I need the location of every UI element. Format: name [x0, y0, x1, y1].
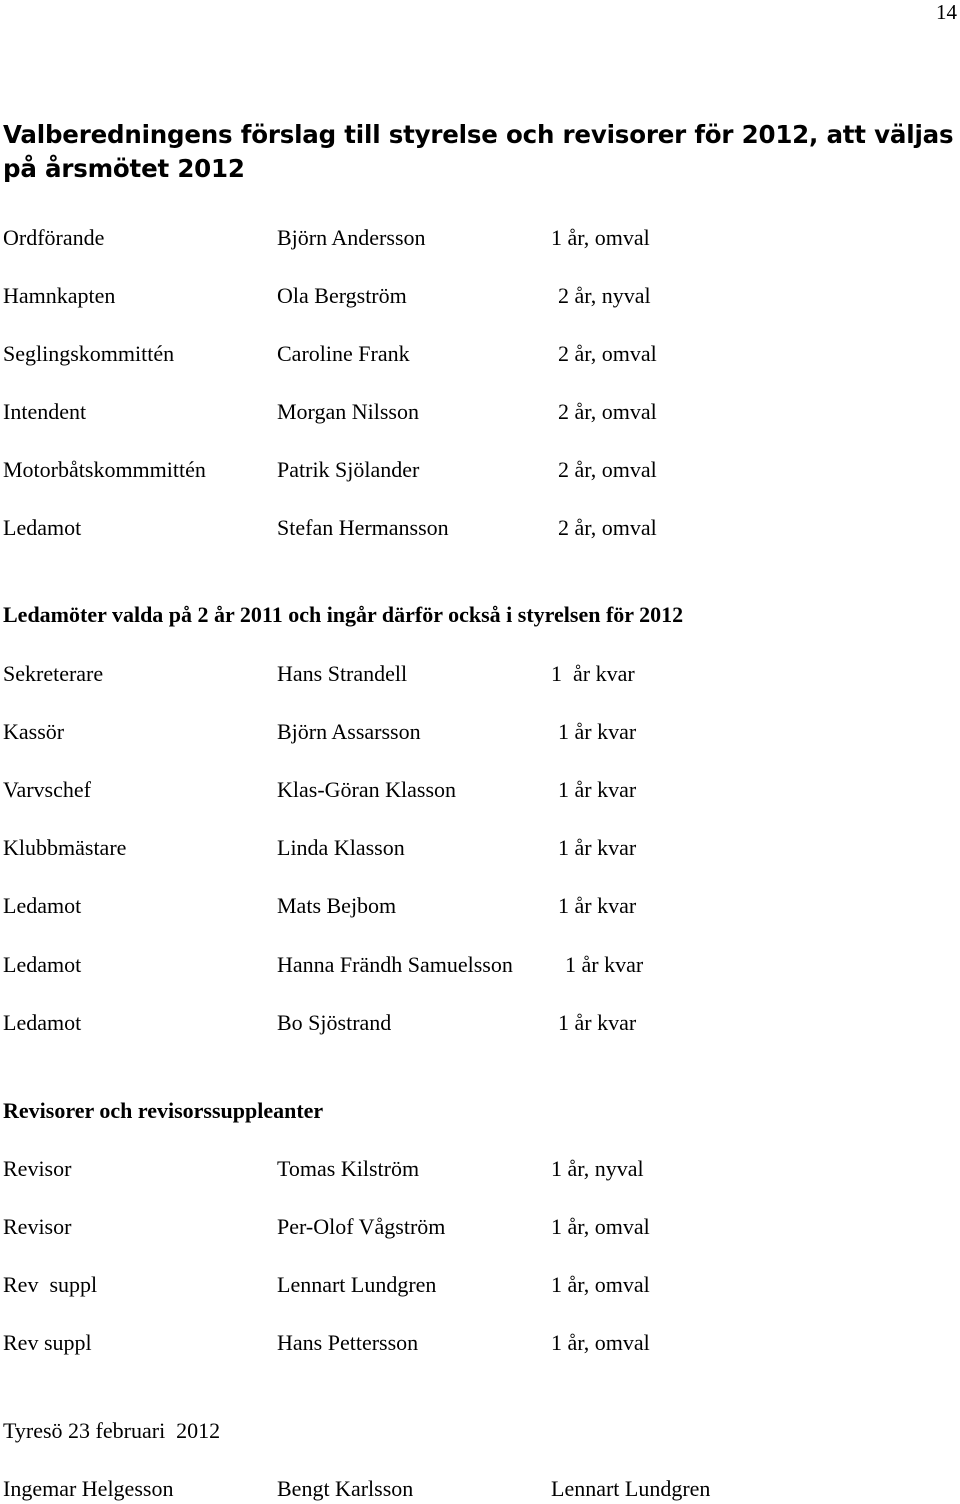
continuing-role: Kassör [3, 719, 65, 744]
continuing-role: Sekreterare [3, 661, 104, 686]
continuing-name: Björn Assarsson [277, 719, 421, 744]
board-name: Björn Andersson [277, 225, 426, 250]
signature-name: Lennart Lundgren [551, 1476, 711, 1501]
continuing-name: Hanna Frändh Samuelsson [277, 952, 513, 977]
board-term: 2 år, omval [558, 399, 657, 424]
continuing-row [0, 835, 960, 863]
auditor-name: Hans Pettersson [277, 1330, 419, 1355]
continuing-term: 1 år kvar [565, 952, 644, 977]
continuing-name: Klas-Göran Klasson [277, 777, 457, 802]
auditor-role: Rev suppl [3, 1272, 98, 1297]
continuing-term: 1 år kvar [558, 719, 637, 744]
document-heading: Valberedningens förslag till styrelse och revisorer för 2012, att väljas på årsmötet 2012 [3, 120, 954, 183]
place-date: Tyresö 23 februari 2012 [3, 1418, 221, 1443]
continuing-role: Ledamot [3, 893, 82, 918]
continuing-row [0, 1010, 960, 1038]
board-row [0, 399, 960, 427]
continuing-term: 1 år kvar [551, 661, 635, 686]
auditor-name: Per-Olof Vågström [277, 1214, 446, 1239]
signatures-row [0, 1476, 960, 1504]
board-role: Motorbåtskommmittén [3, 457, 206, 482]
board-term: 1 år, omval [551, 225, 650, 250]
auditors-section-title: Revisorer och revisorssuppleanter [3, 1098, 324, 1123]
auditor-row [0, 1330, 960, 1358]
continuing-role: Ledamot [3, 952, 82, 977]
place-date-row [0, 1418, 960, 1446]
board-term: 2 år, nyval [558, 283, 651, 308]
board-term: 2 år, omval [558, 515, 657, 540]
board-name: Ola Bergström [277, 283, 407, 308]
auditor-term: 1 år, nyval [551, 1156, 644, 1181]
auditor-term: 1 år, omval [551, 1272, 650, 1297]
page-number: 14 [936, 0, 957, 24]
continuing-name: Linda Klasson [277, 835, 405, 860]
continuing-name: Mats Bejbom [277, 893, 397, 918]
auditor-role: Rev suppl [3, 1330, 92, 1355]
continuing-row [0, 777, 960, 805]
board-role: Ledamot [3, 515, 82, 540]
auditor-row [0, 1272, 960, 1300]
board-row [0, 457, 960, 485]
board-row [0, 515, 960, 543]
auditor-role: Revisor [3, 1156, 72, 1181]
continuing-row [0, 661, 960, 689]
board-role: Seglingskommittén [3, 341, 175, 366]
continuing-row [0, 719, 960, 747]
board-role: Intendent [3, 399, 87, 424]
board-term: 2 år, omval [558, 457, 657, 482]
auditor-name: Lennart Lundgren [277, 1272, 437, 1297]
continuing-role: Varvschef [3, 777, 91, 802]
auditor-row [0, 1156, 960, 1184]
continuing-term: 1 år kvar [558, 835, 637, 860]
auditor-role: Revisor [3, 1214, 72, 1239]
continuing-name: Hans Strandell [277, 661, 408, 686]
board-row [0, 341, 960, 369]
board-name: Patrik Sjölander [277, 457, 420, 482]
continuing-role: Ledamot [3, 1010, 82, 1035]
continuing-term: 1 år kvar [558, 777, 637, 802]
board-row [0, 225, 960, 253]
auditor-row [0, 1214, 960, 1242]
auditor-term: 1 år, omval [551, 1214, 650, 1239]
board-name: Morgan Nilsson [277, 399, 419, 424]
board-term: 2 år, omval [558, 341, 657, 366]
continuing-term: 1 år kvar [558, 1010, 637, 1035]
board-name: Stefan Hermansson [277, 515, 449, 540]
auditor-name: Tomas Kilström [277, 1156, 420, 1181]
continuing-row [0, 893, 960, 921]
auditor-term: 1 år, omval [551, 1330, 650, 1355]
board-role: Hamnkapten [3, 283, 116, 308]
signature-name: Bengt Karlsson [277, 1476, 414, 1501]
board-row [0, 283, 960, 311]
continuing-section-title: Ledamöter valda på 2 år 2011 och ingår därför också i styrelsen för 2012 [3, 602, 684, 627]
board-name: Caroline Frank [277, 341, 410, 366]
continuing-row [0, 952, 960, 980]
continuing-name: Bo Sjöstrand [277, 1010, 392, 1035]
continuing-role: Klubbmästare [3, 835, 127, 860]
board-role: Ordförande [3, 225, 105, 250]
continuing-term: 1 år kvar [558, 893, 637, 918]
signature-name: Ingemar Helgesson [3, 1476, 174, 1501]
